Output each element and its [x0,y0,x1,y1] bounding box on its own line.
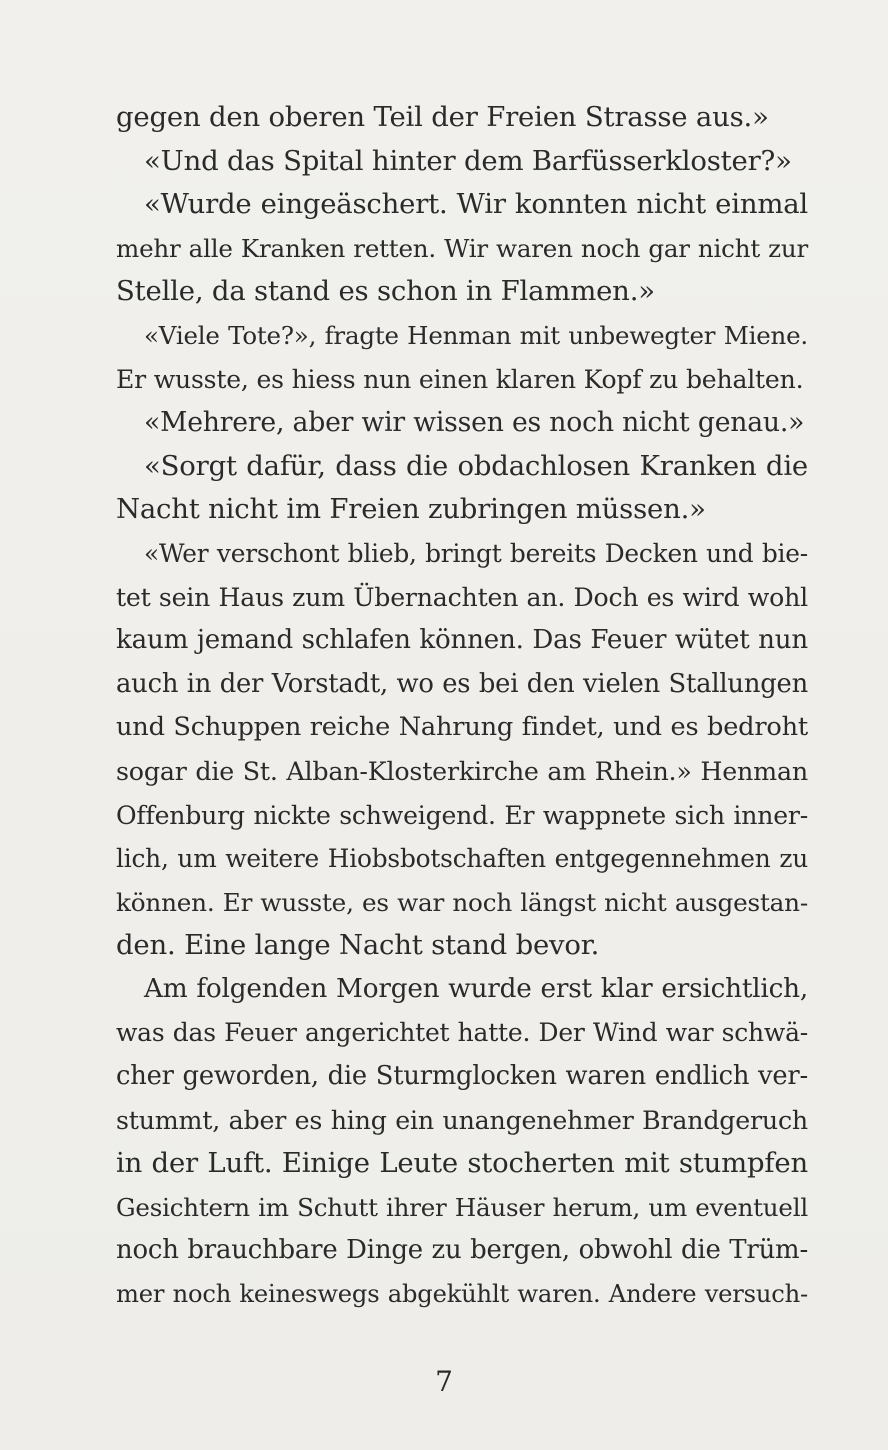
text-line: können. Er wusste, es war noch längst nicht ausgestan- [116,887,808,917]
text-line: «Wurde eingeäschert. Wir konnten nicht einmal [144,188,808,221]
text-line: was das Feuer angerichtet hatte. Der Wind war schwä- [116,1018,808,1048]
text-line: Offenburg nickte schweigend. Er wappnete sich inner- [116,800,808,830]
text-line: stummt, aber es hing ein unangenehmer Brandgeruch [116,1105,808,1135]
text-line: den. Eine lange Nacht stand bevor. [116,929,600,962]
text-line: mer noch keineswegs abgekühlt waren. Andere versuch- [116,1280,808,1309]
text-line: und Schuppen reiche Nahrung findet, und es bedroht [116,712,808,743]
text-line: «Und das Spital hinter dem Barfüsserkloster?» [144,144,792,177]
text-line: kaum jemand schlafen können. Das Feuer wütet nun [116,625,808,656]
text-line: lich, um weitere Hiobsbotschaften entgegennehmen zu [116,844,808,874]
body-text [116,96,808,1317]
text-line: Am folgenden Morgen wurde erst klar ersichtlich, [144,973,808,1004]
text-line: tet sein Haus zum Übernachten an. Doch es wird wohl [116,582,808,612]
text-line: gegen den oberen Teil der Freien Strasse aus.» [116,101,769,133]
text-line: mehr alle Kranken retten. Wir waren noch gar nicht zur [116,233,808,263]
text-line: cher geworden, die Sturmglocken waren endlich ver- [116,1061,808,1092]
text-line: Nacht nicht im Freien zubringen müssen.» [116,493,706,526]
page-number: 7 [435,1365,453,1398]
text-line: noch brauchbare Dinge zu bergen, obwohl die Trüm- [116,1235,808,1266]
text-line: «Wer verschont blieb, bringt bereits Decken und bie- [144,538,808,568]
text-line: auch in der Vorstadt, wo es bei den vielen Stallungen [116,668,808,699]
text-line: in der Luft. Einige Leute stocherten mit stumpfen [116,1147,808,1180]
text-line: «Sorgt dafür, dass die obdachlosen Kranken die [144,449,808,482]
text-line: sogar die St. Alban-Klosterkirche am Rhein.» Henman [116,755,808,786]
text-line: Er wusste, es hiess nun einen klaren Kopf zu behalten. [116,364,804,394]
text-line: Stelle, da stand es schon in Flammen.» [116,275,655,308]
text-line: «Viele Tote?», fragte Henman mit unbewegter Miene. [144,320,808,350]
text-line: «Mehrere, aber wir wissen es noch nicht genau.» [144,407,805,439]
text-line: Gesichtern im Schutt ihrer Häuser herum, um eventuell [116,1192,808,1222]
